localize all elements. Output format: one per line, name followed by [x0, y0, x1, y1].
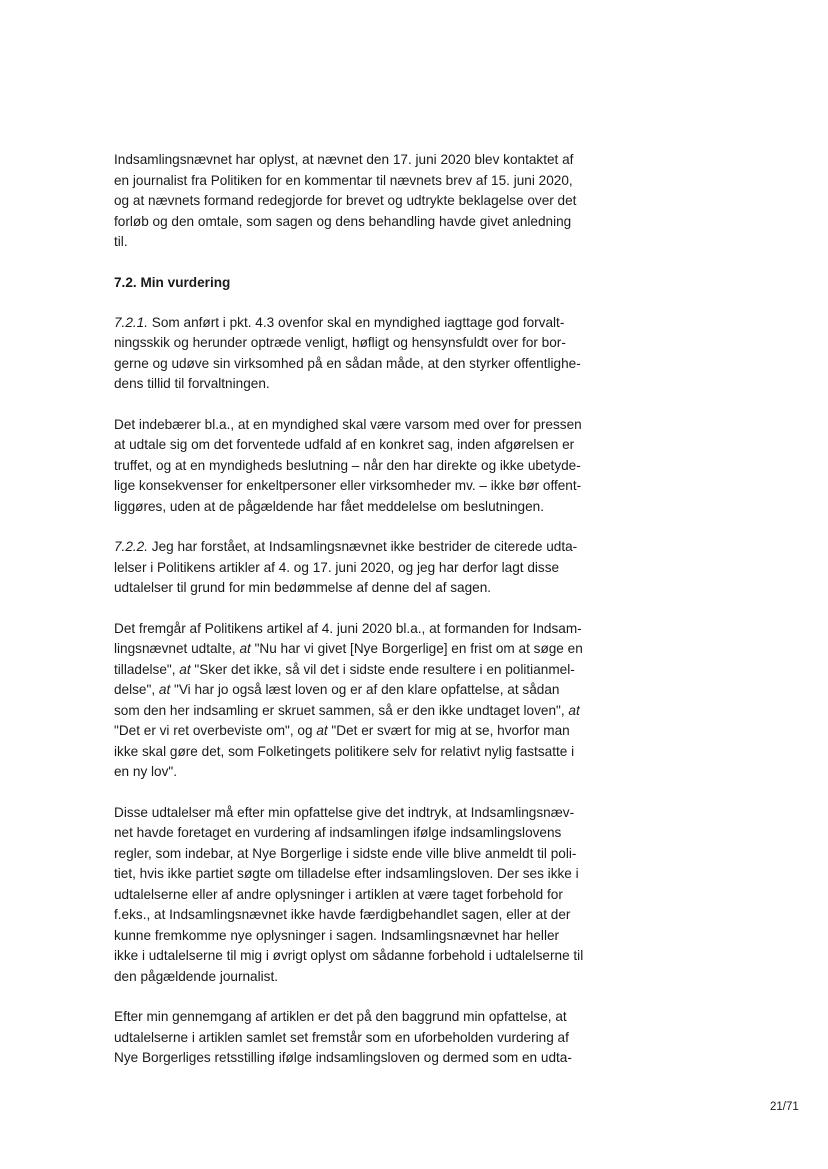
text-line: lige konsekvenser for enkeltpersoner eller virksomheder mv. – ikke bør offent- — [114, 478, 582, 493]
text-line — [114, 721, 594, 742]
text-fragment: som den her indsamling er skruet sammen, så er den ikke undtaget loven", — [114, 702, 569, 718]
text-line: ikke i udtalelserne til mig i øvrigt oplyst om sådanne forbehold i udtalelserne til — [114, 948, 584, 963]
paragraph-quotes — [114, 619, 594, 783]
emphasis: at — [568, 702, 580, 718]
text-line — [114, 313, 594, 334]
text-line: udtalelserne i artiklen samlet set fremstår som en uforbeholden vurdering af — [114, 1029, 569, 1045]
text-line: en ny lov". — [114, 764, 178, 779]
text-line: at udtale sig om det forventede udfald af en konkret sag, inden afgørelsen er — [114, 437, 575, 452]
emphasis: at — [179, 661, 191, 677]
spacer — [114, 517, 594, 537]
text-fragment: "Vi har jo også læst loven og er af den klare opfattelse, at sådan — [170, 682, 560, 697]
text-fragment: "Det er vi ret overbeviste om", og — [114, 723, 317, 738]
paragraph-7-2-1 — [114, 313, 594, 395]
text-line: tiet, hvis ikke partiet søgte om tilladelse efter indsamlingsloven. Der ses ikke i — [114, 866, 579, 881]
text-line: Det indebærer bl.a., at en myndighed skal være varsom med over for pressen — [114, 416, 582, 432]
text-fragment: lingsnævnet udtalte, — [114, 641, 240, 656]
text-line — [114, 660, 594, 681]
text-line: ningsskik og herunder optræde venligt, høfligt og hensynsfuldt over for bor- — [114, 335, 566, 350]
text-line: forløb og den omtale, som sagen og dens behandling havde givet anledning — [114, 213, 572, 229]
text-line: Disse udtalelser må efter min opfattelse give det indtryk, at Indsamlingsnæv- — [114, 804, 575, 820]
text-fragment: Som anført i pkt. 4.3 ovenfor skal en myndighed iagttage god forvalt- — [148, 314, 565, 330]
paragraph-press — [114, 415, 594, 518]
paragraph-label: 7.2.1. — [114, 314, 149, 330]
paragraph-7-2-2 — [114, 537, 594, 599]
spacer — [114, 987, 594, 1007]
text-line: f.eks., at Indsamlingsnævnet ikke havde færdigbehandlet sagen, eller at der — [114, 907, 571, 922]
text-fragment: delse", — [114, 682, 159, 697]
text-fragment: "Sker det ikke, så vil det i sidste ende resultere i en politianmel- — [190, 661, 575, 677]
text-line: en journalist fra Politiken for en kommentar til nævnets brev af 15. juni 2020, — [114, 172, 573, 188]
text-line: lelser i Politikens artikler af 4. og 17. juni 2020, og jeg har derfor lagt disse — [114, 559, 560, 575]
spacer — [114, 599, 594, 619]
text-line — [114, 680, 594, 701]
emphasis: at — [158, 682, 171, 697]
text-line — [114, 701, 594, 722]
text-line: ikke skal gøre det, som Folketingets politikere selv for relativt nylig fastsatte i — [114, 743, 575, 759]
text-line: den pågældende journalist. — [114, 968, 279, 984]
text-line: dens tillid til forvaltningen. — [114, 376, 270, 391]
spacer — [114, 293, 594, 313]
text-line: udtalelserne eller af andre oplysninger i artiklen at være taget forbehold for — [114, 886, 563, 902]
text-line: gerne og udøve sin virksomhed på en sådan måde, at den styrker offentlighe- — [114, 355, 581, 371]
document-body — [114, 150, 594, 1069]
text-line: til. — [114, 234, 128, 249]
paragraph-opinion — [114, 803, 594, 988]
section-heading: 7.2. Min vurdering — [114, 274, 231, 290]
spacer — [114, 253, 594, 273]
text-line: net havde foretaget en vurdering af indsamlingen ifølge indsamlingslovens — [114, 825, 562, 840]
spacer — [114, 783, 594, 803]
paragraph-final — [114, 1007, 594, 1069]
emphasis: at — [316, 723, 328, 738]
text-line: og at nævnets formand redegjorde for brevet og udtrykte beklagelse over det — [114, 193, 577, 208]
text-fragment: tilladelse", — [114, 661, 180, 677]
paragraph-intro — [114, 150, 594, 253]
text-line — [114, 537, 594, 558]
text-fragment: "Nu har vi givet [Nye Borgerlige] en frist om at søge en — [250, 641, 583, 656]
text-line — [114, 639, 594, 660]
text-line: truffet, og at en myndigheds beslutning – når den har direkte og ikke ubetyde- — [114, 457, 581, 473]
paragraph-label: 7.2.2. — [114, 539, 149, 554]
text-line: Det fremgår af Politikens artikel af 4. juni 2020 bl.a., at formanden for Indsam- — [114, 620, 582, 636]
text-fragment: "Det er svært for mig at se, hvorfor man — [327, 723, 570, 738]
text-line: regler, som indebar, at Nye Borgerlige i sidste ende ville blive anmeldt til poli- — [114, 845, 577, 861]
spacer — [114, 395, 594, 415]
text-line: liggøres, uden at de pågældende har fået meddelelse om beslutningen. — [114, 498, 545, 514]
text-line: udtalelser til grund for min bedømmelse af denne del af sagen. — [114, 580, 492, 595]
page-number: 21/71 — [770, 1101, 799, 1113]
text-line: Nye Borgerliges retsstilling ifølge indsamlingsloven og dermed som en udta- — [114, 1050, 572, 1065]
text-fragment: Jeg har forstået, at Indsamlingsnævnet ikke bestrider de citerede udta- — [148, 539, 578, 554]
text-line: Efter min gennemgang af artiklen er det på den baggrund min opfattelse, at — [114, 1009, 567, 1024]
text-line: kunne fremkomme nye oplysninger i sagen. Indsamlingsnævnet har heller — [114, 927, 560, 943]
text-line: Indsamlingsnævnet har oplyst, at nævnet den 17. juni 2020 blev kontaktet af — [114, 152, 574, 167]
emphasis: at — [239, 641, 251, 656]
